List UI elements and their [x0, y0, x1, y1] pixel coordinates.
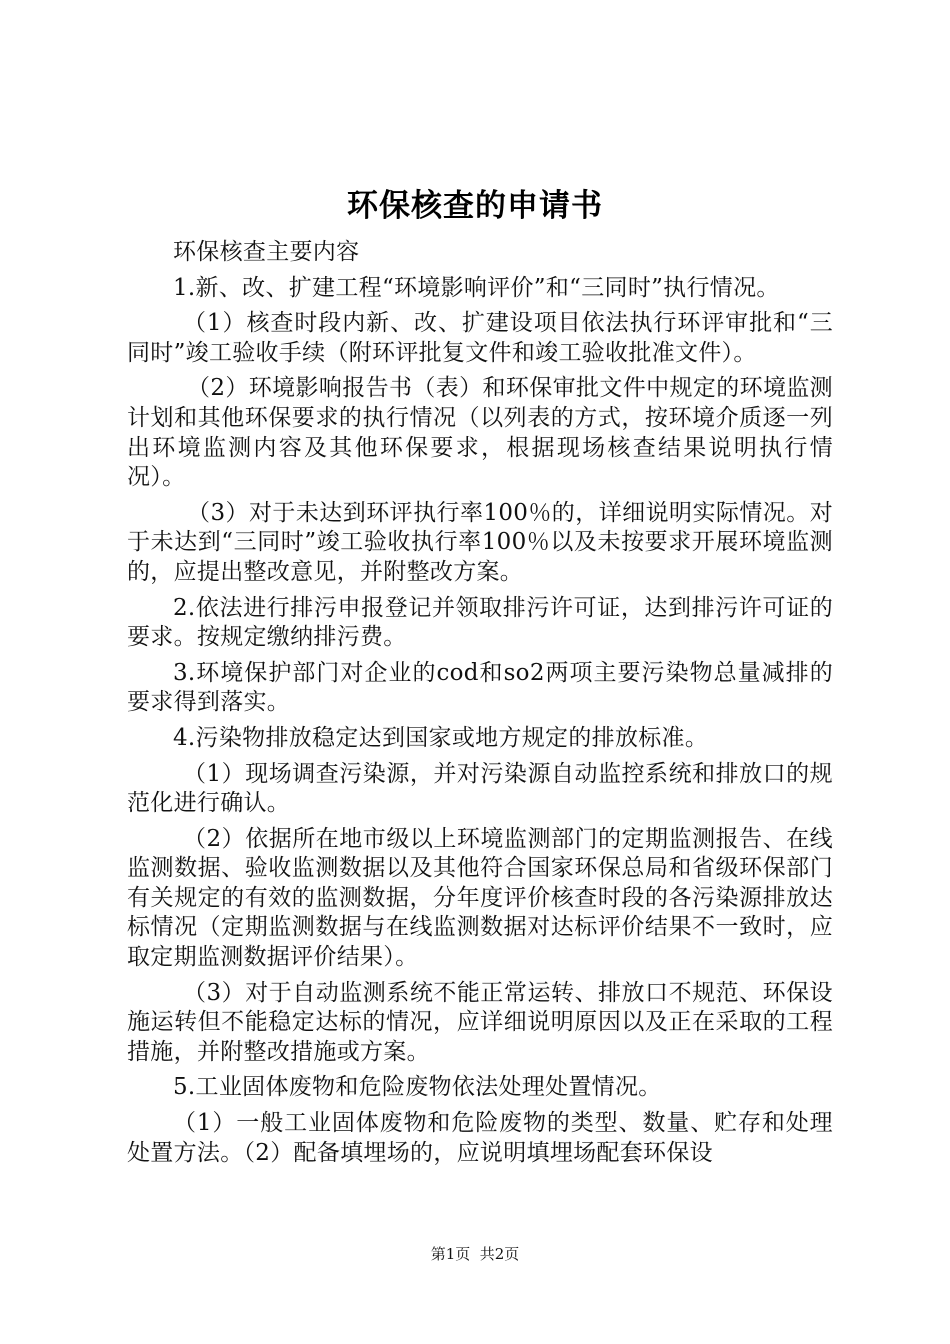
- paragraph-item-4-1: （1）现场调查污染源，并对污染源自动监控系统和排放口的规范化进行确认。: [127, 760, 833, 817]
- paragraph-item-5-1: （1）一般工业固体废物和危险废物的类型、数量、贮存和处理处置方法。（2）配备填埋场的，应说明填埋场配套环保设: [127, 1110, 833, 1166]
- page-footer: [0, 1244, 950, 1264]
- paragraph-item-4-3: （3）对于自动监测系统不能正常运转、排放口不规范、环保设施运转但不能稳定达标的情况，应详细说明原因以及正在采取的工程措施，并附整改措施或方案。: [127, 979, 833, 1065]
- paragraph-item-1-2: （2）环境影响报告书（表）和环保审批文件中规定的环境监测计划和其他环保要求的执行情况（以列表的方式，按环境介质逐一列出环境监测内容及其他环保要求，根据现场核查结果说明执行情况）。: [127, 375, 833, 491]
- document-body: [127, 238, 833, 1168]
- page-number-label: 第1页 共2页: [430, 1245, 520, 1263]
- paragraph-item-1: 1.新、改、扩建工程“环境影响评价”和“三同时”执行情况。: [173, 274, 780, 301]
- paragraph-item-4: 4.污染物排放稳定达到国家或地方规定的排放标准。: [173, 724, 709, 751]
- paragraph-heading: 环保核查主要内容: [173, 239, 360, 265]
- paragraph-item-4-2: （2）依据所在地市级以上环境监测部门的定期监测报告、在线监测数据、验收监测数据以及其他符合国家环保总局和省级环保部门有关规定的有效的监测数据，分年度评价核查时段的各污染源排放达标情况（定期监测数据与在线监测数据对达标评价结果不一致时，应取定期监测数据评价结果）。: [127, 825, 833, 971]
- paragraph-item-1-1: （1）核查时段内新、改、扩建设项目依法执行环评审批和“三同时”竣工验收手续（附环评批复文件和竣工验收批准文件）。: [127, 310, 833, 366]
- document-title: 环保核查的申请书: [347, 188, 603, 224]
- paragraph-item-5: 5.工业固体废物和危险废物依法处理处置情况。: [173, 1074, 662, 1101]
- paragraph-item-1-3: （3）对于未达到环评执行率100％的，详细说明实际情况。对于未达到“三同时”竣工验收执行率100％以及未按要求开展环境监测的，应提出整改意见，并附整改方案。: [127, 499, 833, 585]
- paragraph-item-3: 3.环境保护部门对企业的cod和so2两项主要污染物总量减排的要求得到落实。: [127, 659, 833, 716]
- paragraph-item-2: 2.依法进行排污申报登记并领取排污许可证，达到排污许可证的要求。按规定缴纳排污费。: [127, 594, 833, 651]
